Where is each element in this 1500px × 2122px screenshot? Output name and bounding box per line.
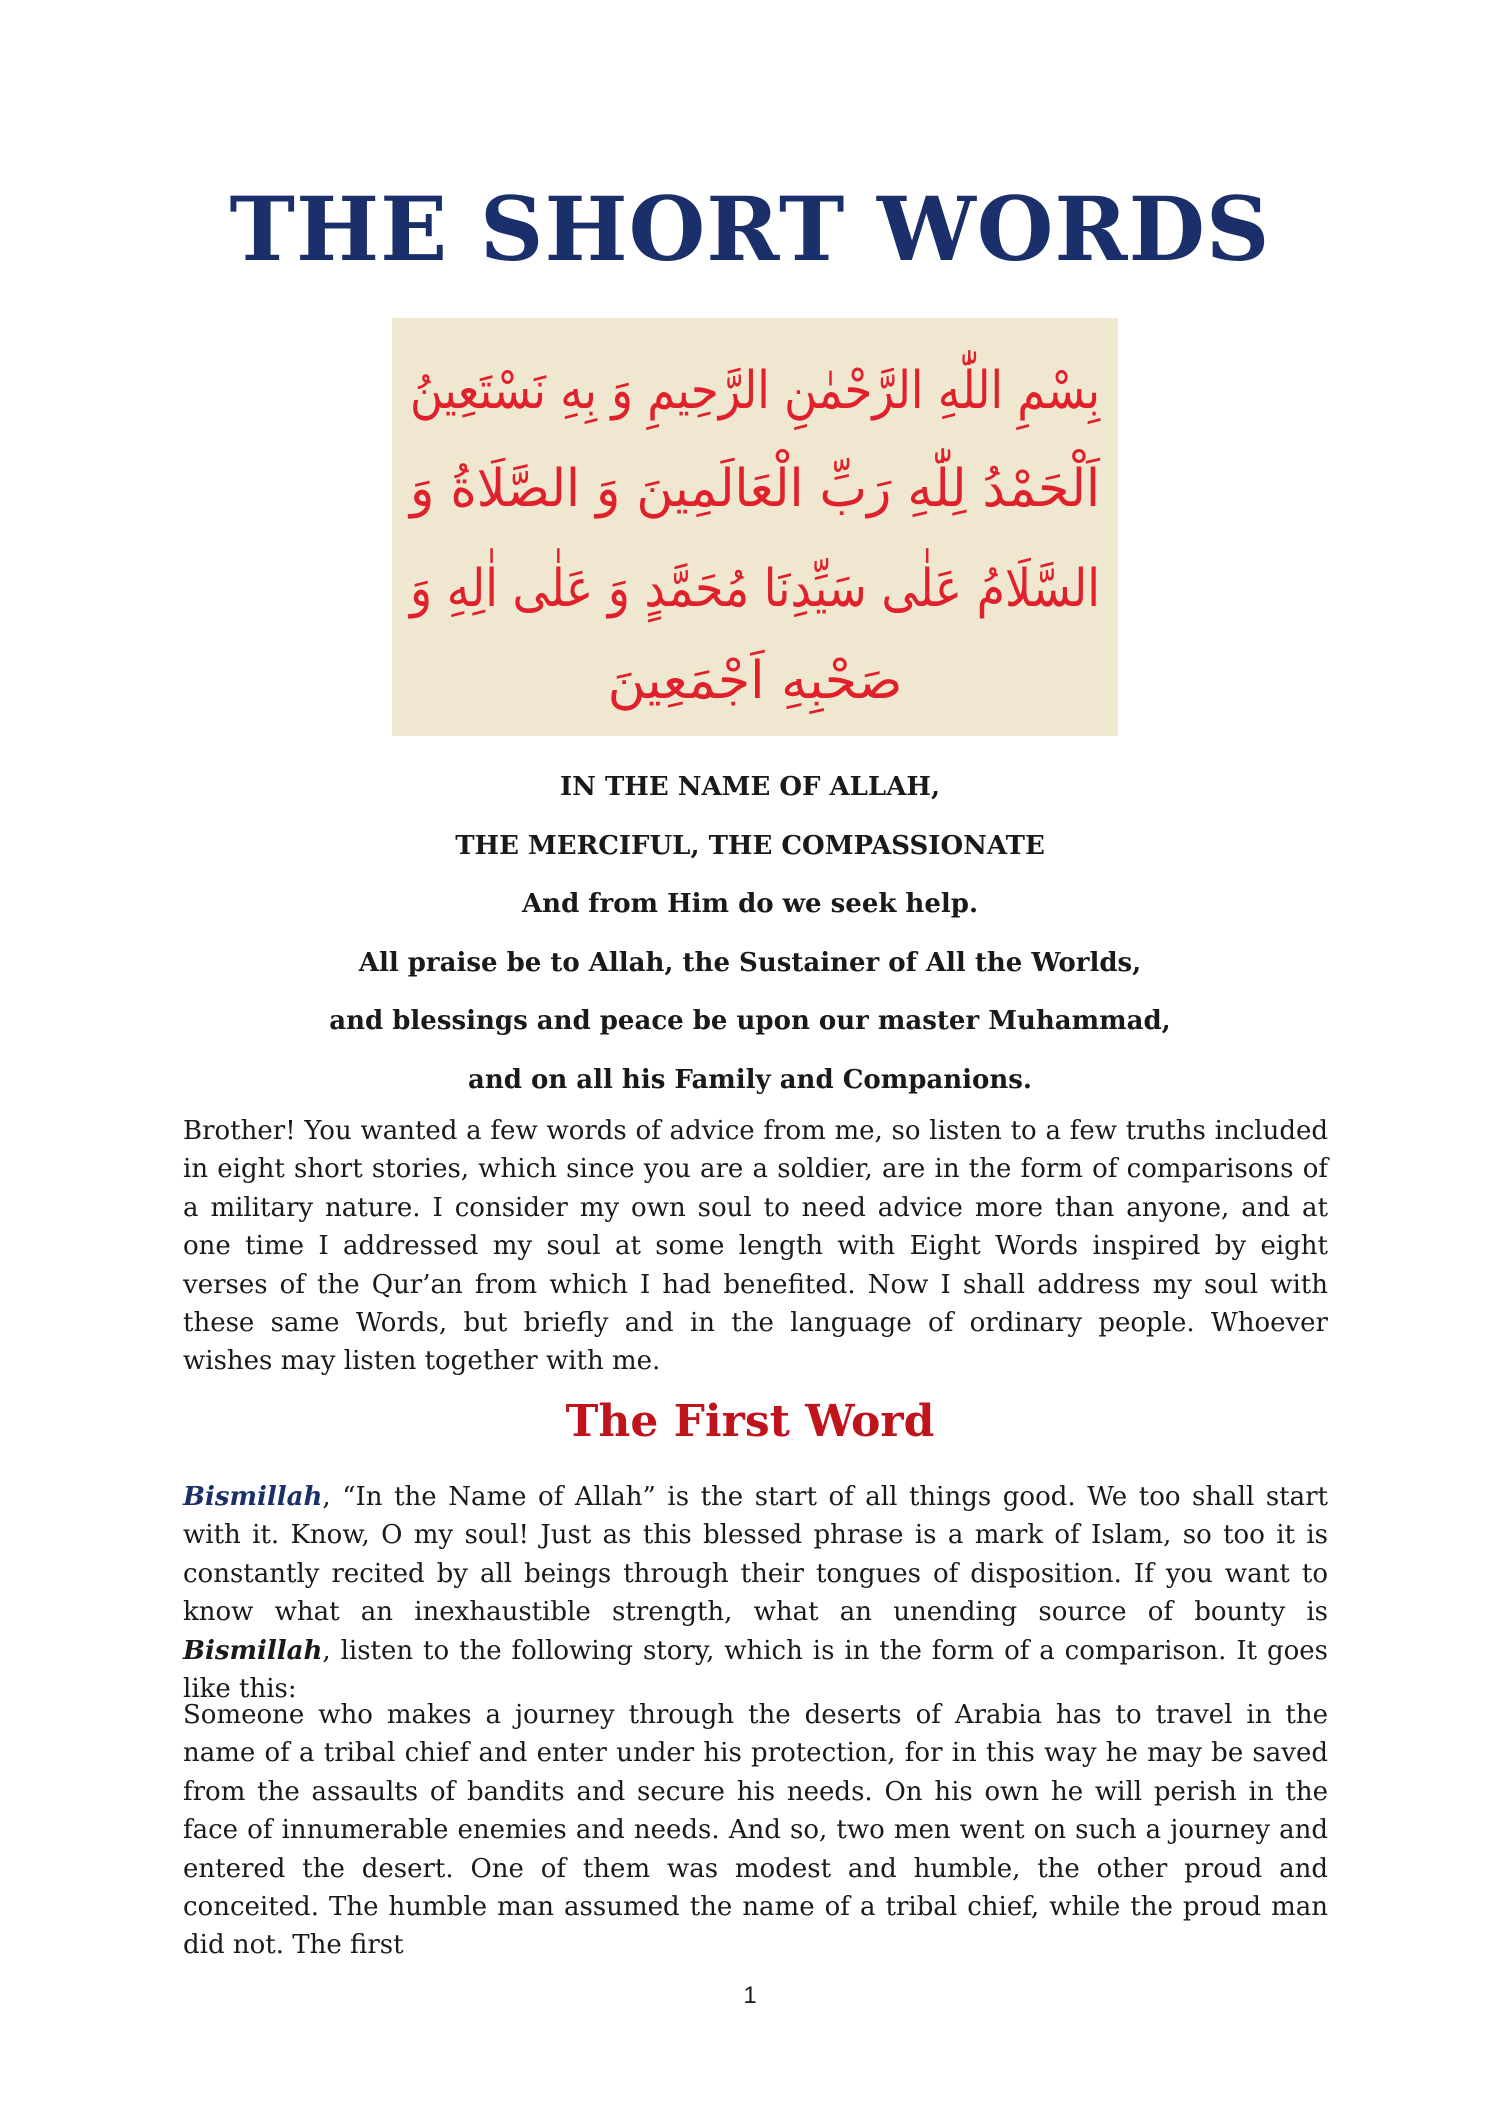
story-paragraph: Someone who makes a journey through the deserts of Arabia has to travel in the name of a tribal chief and enter under his protection, for in this way he may be saved from the assaults of bandits and secure his needs. On his own he will perish in the face of innumerable enemies and needs. And so, two men went on such a journey and entered the desert. One of them was modest and humble, the other proud and conceited. The humble man assumed the name of a tribal chief, while the proud man did not. The first	[183, 1700, 1328, 1961]
invocation-line: THE MERCIFUL, THE COMPASSIONATE	[455, 830, 1045, 861]
invocation-line: All praise be to Allah, the Sustainer of All the Worlds,	[358, 947, 1142, 978]
intro-paragraph: Brother! You wanted a few words of advice from me, so listen to a few truths included in eight short stories, which since you are a soldier, are in the form of comparisons of a military nature. I consider my own soul to need advice more than anyone, and at one time I addressed my soul at some length with Eight Words inspired by eight verses of the Qur’an from which I had benefited. Now I shall address my soul with these same Words, but briefly and in the language of ordinary people. Whoever wishes may listen together with me.	[183, 1116, 1328, 1377]
english-invocation	[0, 758, 1500, 1109]
page-number: 1	[743, 1982, 757, 2009]
first-word-paragraph	[183, 1478, 1328, 1708]
arabic-line: اَلْحَمْدُ لِلّٰهِ رَبِّ الْعَالَمِينَ وَ الصَّلَاةُ وَ	[410, 459, 1122, 519]
arabic-invocation-calligraphy	[392, 318, 1207, 736]
paragraph-text: , listen to the following story, which is in the form of a comparison. It goes like this:	[183, 1635, 1328, 1705]
invocation-line: IN THE NAME OF ALLAH,	[559, 772, 941, 802]
arabic-line: السَّلَامُ عَلٰى سَيِّدِنَا مُحَمَّدٍ وَ عَلٰى اٰلِهِ وَ	[410, 559, 1193, 619]
document-title: THE SHORT WORDS	[229, 177, 1271, 281]
arabic-invocation-image	[392, 318, 1207, 736]
bismillah-term: Bismillah	[183, 1482, 323, 1512]
invocation-line: and on all his Family and Companions.	[468, 1064, 1032, 1095]
invocation-line: And from Him do we seek help.	[522, 889, 978, 919]
arabic-line: بِسْمِ اللّٰهِ الرَّحْمٰنِ الرَّحِيمِ وَ بِهِ نَسْتَعِينُ	[410, 361, 1207, 421]
arabic-line: صَحْبِهِ اَجْمَعِينَ	[607, 651, 903, 711]
bismillah-term: Bismillah	[183, 1635, 323, 1666]
section-heading: The First Word	[565, 1396, 935, 1447]
paragraph-text: , “In the Name of Allah” is the start of all things good. We too shall start with it. Know, O my soul! Just as this blessed phrase is a mark of Islam, so too it is constantly recited by all beings through their tongues of disposition. If you want to know what an inexhaustible strength, what an unending source of bounty is	[183, 1482, 1328, 1628]
invocation-line: and blessings and peace be upon our master Muhammad,	[329, 1006, 1171, 1036]
